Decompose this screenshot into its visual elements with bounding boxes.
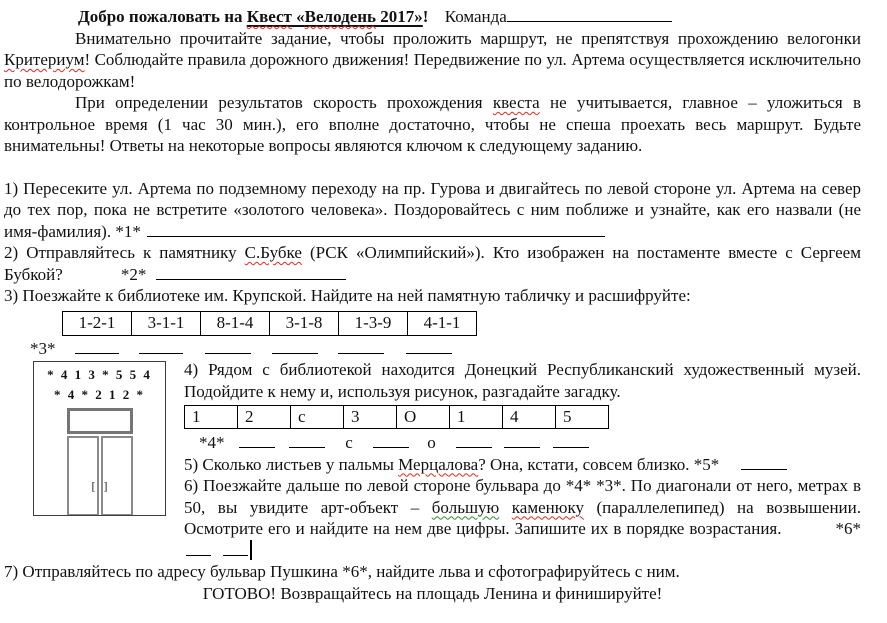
intro-p2-a: При определении результатов скорость прохождения bbox=[75, 93, 493, 112]
spacer bbox=[4, 157, 861, 178]
q5-answer-blank bbox=[741, 456, 787, 470]
title-prefix: Добро пожаловать на bbox=[78, 7, 247, 26]
q1-answer-blank bbox=[147, 223, 605, 237]
q6-b: (параллелепипед) на возвышении. Осмотрите его и найдите на нем две цифры. Запишите их в порядке возрастания. bbox=[184, 497, 862, 538]
answer-marker-6: *6* bbox=[835, 519, 861, 538]
door-handle-right: ] bbox=[103, 479, 108, 493]
q4-blank bbox=[553, 434, 589, 448]
grammar-error-bolshuyu: большую bbox=[431, 497, 500, 517]
answer-marker-4: *4* bbox=[199, 433, 225, 452]
door-handle-left: [ bbox=[91, 479, 96, 493]
cipher-table bbox=[62, 311, 477, 336]
q3-text: 3) Поезжайте к библиотеке им. Крупской. Найдите на ней памятную табличку и расшифруйте: bbox=[4, 286, 691, 305]
q6-blank bbox=[223, 542, 248, 556]
intro-p1-a: Внимательно прочитайте задание, чтобы проложить маршрут, не препятствуя прохождению велогонки bbox=[75, 28, 861, 48]
q7-text: 7) Отправляйтесь по адресу бульвар Пушкина *6*, найдите льва и сфотографируйтесь с ним. bbox=[4, 562, 680, 581]
title-text bbox=[78, 7, 428, 26]
q1-text: 1) Пересеките ул. Артема по подземному переходу на пр. Гурова и двигайтесь по левой стороне ул. Артема на север до тех пор, пока не встретите «золотого человека». Поздоровайтесь с ним поближе и узнайте, как его назвали (не имя-фамилия). bbox=[4, 178, 861, 241]
question-3 bbox=[4, 285, 861, 307]
finish-line bbox=[4, 583, 861, 605]
answer-marker-1: *1* bbox=[115, 221, 141, 241]
cipher-cell: 3-1-1 bbox=[132, 311, 201, 335]
door-leaves bbox=[67, 436, 133, 516]
title-word-quest: Квест bbox=[246, 7, 292, 26]
q4-blank bbox=[239, 434, 275, 448]
riddle-cell: 1 bbox=[450, 406, 503, 429]
q5-b: ? Она, кстати, совсем близко. bbox=[478, 454, 694, 474]
q2-answer-blank bbox=[156, 266, 346, 280]
answer-marker-3: *3* bbox=[30, 338, 56, 358]
door-transom bbox=[67, 408, 133, 434]
finish-text: ГОТОВО! Возвращайтесь на площадь Ленина и финишируйте! bbox=[202, 583, 663, 603]
cipher-cell: 1-3-9 bbox=[339, 311, 408, 335]
title-word-veloday: Велодень bbox=[304, 7, 377, 26]
q6-space bbox=[499, 498, 512, 517]
q4-text: 4) Рядом с библиотекой находится Донецкий Республиканский художественный музей. Подойдите к нему и, используя рисунок, разгадайте загадку. bbox=[184, 360, 861, 401]
cipher-cell: 4-1-1 bbox=[408, 311, 477, 335]
title-exclamation: ! bbox=[422, 7, 429, 26]
q6-blank bbox=[186, 542, 211, 556]
door-figure bbox=[33, 361, 166, 516]
q3-blank bbox=[205, 340, 251, 354]
intro-paragraph-1 bbox=[4, 28, 861, 93]
q3-blank bbox=[338, 340, 384, 354]
q3-blank bbox=[406, 340, 452, 354]
q5-a: 5) Сколько листьев у пальмы bbox=[184, 454, 399, 474]
q3-blank bbox=[272, 340, 318, 354]
q2-b: (РСК «Олимпийский»). Кто изображен на постаменте вместе с Сергеем Бубкой? bbox=[4, 243, 861, 284]
question-2 bbox=[4, 242, 861, 285]
misspelled-kriterium: Критериум bbox=[4, 50, 85, 69]
cipher-cell: 8-1-4 bbox=[201, 311, 270, 335]
question-1 bbox=[4, 178, 861, 243]
answer-marker-5: *5* bbox=[693, 454, 720, 474]
intro-p2-b: не учитывается, главное – уложиться в контрольное время (1 час 30 мин.), его вполне достаточно, чтобы не спеша проехать весь маршрут. Будьте внимательны! Ответы на некоторые вопросы являются ключом к следующему заданию. bbox=[4, 93, 861, 155]
q6-a: 6) Поезжайте дальше по левой стороне бульвара до *4* *3*. По диагонали от него, метрах в 50, вы увидите арт-объект – bbox=[184, 476, 861, 517]
answer-marker-2: *2* bbox=[120, 264, 147, 284]
title-underlined-phrase bbox=[247, 7, 423, 26]
door-leaf-right bbox=[101, 436, 133, 516]
riddle-cell: 1 bbox=[185, 406, 238, 429]
misspelled-mertsalova: Мерцалова bbox=[398, 454, 479, 474]
cipher-table-row bbox=[63, 311, 477, 335]
intro-p1-b: ! Соблюдайте правила дорожного движения! Передвижение по ул. Артема осуществляется исключительно по велодорожкам! bbox=[4, 50, 861, 91]
riddle-cell: 4 bbox=[503, 406, 556, 429]
q4-blank bbox=[504, 434, 540, 448]
misspelled-kvesta: квеста bbox=[492, 93, 540, 112]
riddle-cell: О bbox=[397, 406, 450, 429]
q4-given-letter-o: о bbox=[427, 433, 436, 452]
team-label: Команда bbox=[444, 7, 507, 26]
title-line bbox=[4, 6, 861, 28]
riddle-cell: 2 bbox=[238, 406, 291, 429]
q4-blank bbox=[373, 434, 409, 448]
cipher-cell: 3-1-8 bbox=[270, 311, 339, 335]
q3-blank bbox=[139, 340, 183, 354]
figure-digits-line1: * 4 1 3 * 5 5 4 bbox=[47, 367, 152, 382]
misspelled-bubka: С.Бубке bbox=[244, 243, 302, 262]
riddle-cell: 5 bbox=[556, 406, 609, 429]
title-suffix: 2017» bbox=[376, 7, 423, 26]
question-7 bbox=[4, 561, 861, 583]
door-drawing bbox=[67, 408, 133, 516]
q4-blank bbox=[456, 434, 492, 448]
misspelled-kamenyuku: каменюку bbox=[511, 497, 584, 517]
riddle-table bbox=[184, 405, 609, 429]
riddle-cell: 3 bbox=[344, 406, 397, 429]
q3-answer-line bbox=[4, 338, 861, 360]
intro-paragraph-2 bbox=[4, 92, 861, 157]
text-cursor bbox=[250, 540, 252, 560]
cipher-cell: 1-2-1 bbox=[63, 311, 132, 335]
figure-digits-line2: * 4 * 2 1 2 * bbox=[54, 387, 145, 402]
q2-a: 2) Отправляйтесь к памятнику bbox=[4, 243, 245, 262]
q4-blank bbox=[289, 434, 325, 448]
title-mid: « bbox=[291, 7, 305, 26]
door-leaf-left bbox=[67, 436, 99, 516]
team-answer-blank bbox=[507, 8, 672, 22]
riddle-cell: с bbox=[291, 406, 344, 429]
q4-given-letter-c: с bbox=[345, 433, 353, 452]
riddle-table-row bbox=[185, 406, 609, 429]
q3-blank bbox=[75, 340, 119, 354]
